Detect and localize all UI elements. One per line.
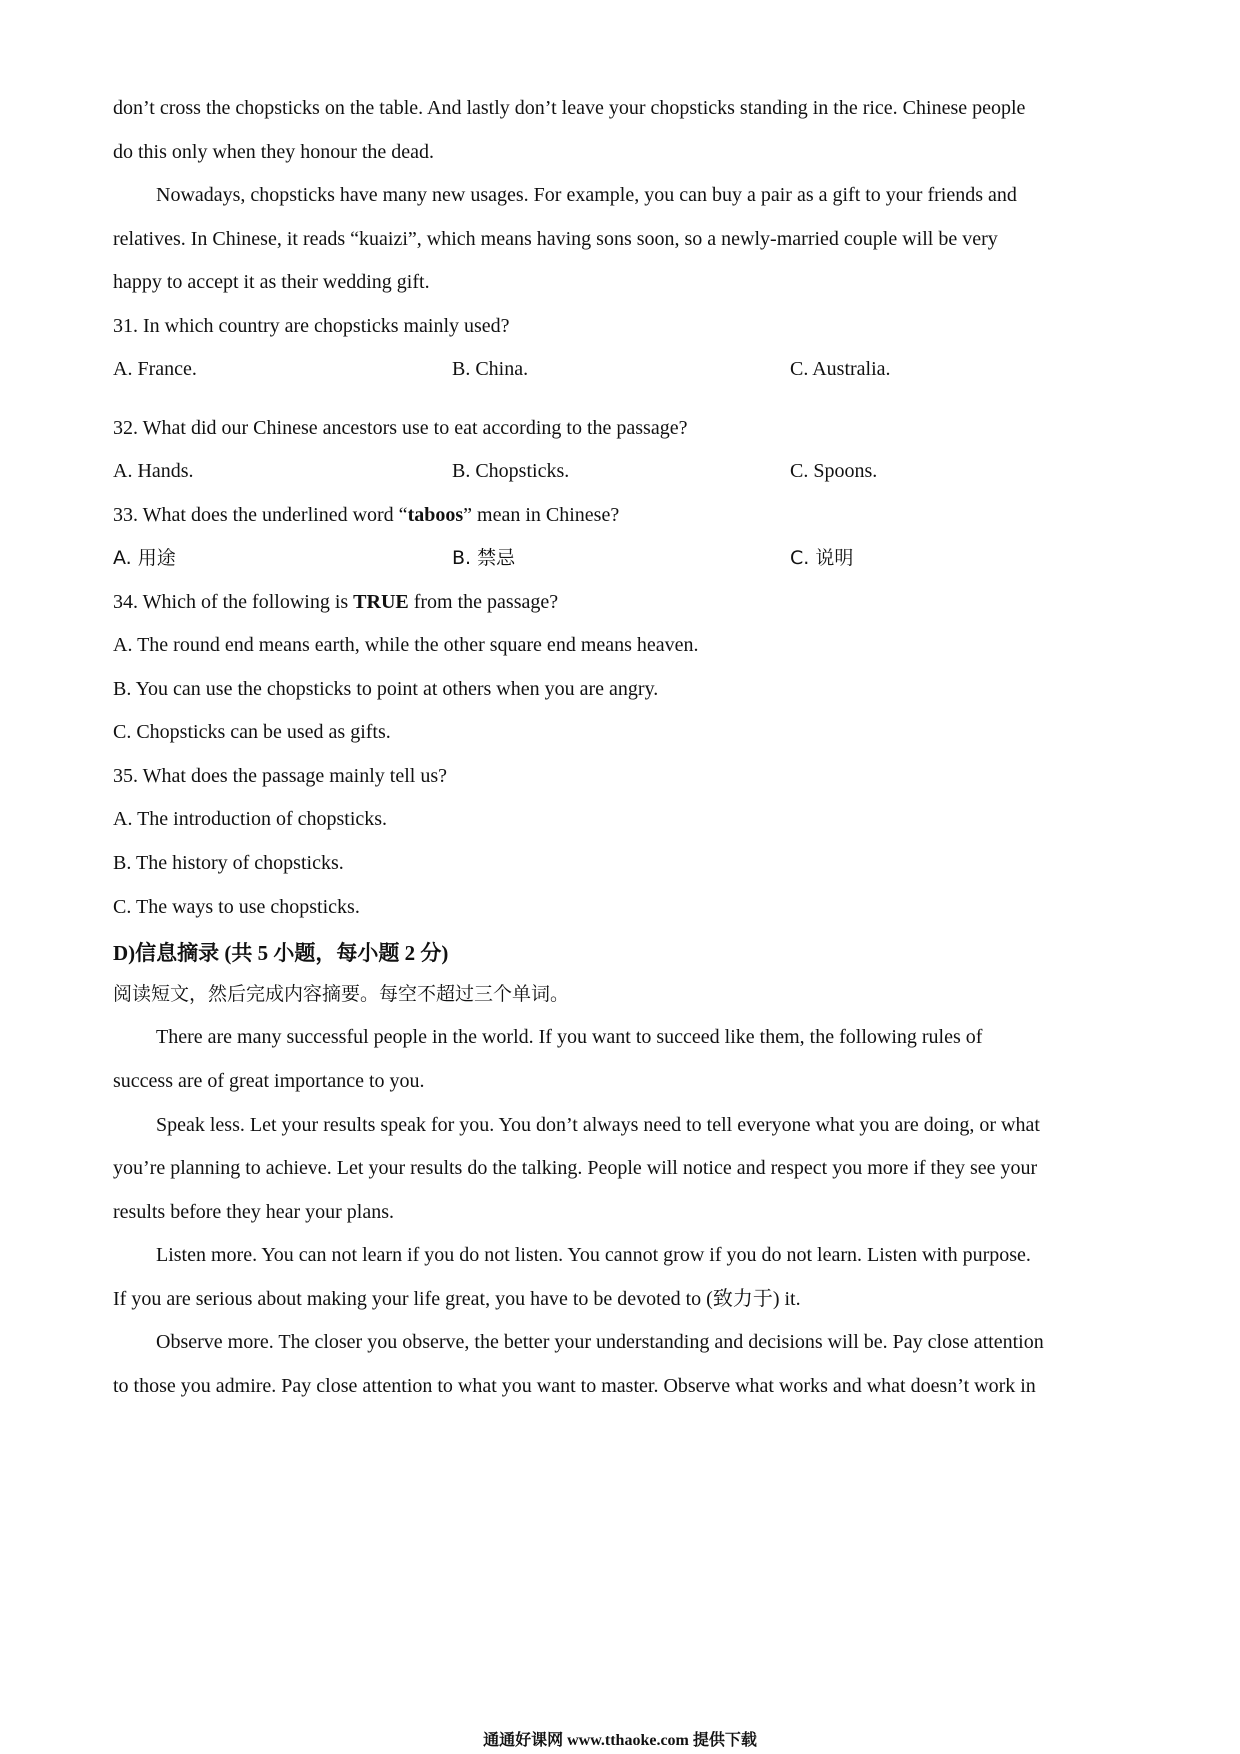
question-34-option-c[interactable]: C. Chopsticks can be used as gifts.: [113, 721, 391, 743]
question-31-stem: 31. In which country are chopsticks mainly used?: [113, 315, 510, 337]
passage-line: you’re planning to achieve. Let your results do the talking. People will notice and respect you more if they see your: [113, 1157, 1038, 1179]
question-33-option-a[interactable]: A. 用途: [113, 547, 176, 569]
question-31-option-b[interactable]: B. China.: [452, 358, 529, 380]
passage-line: success are of great importance to you.: [113, 1070, 425, 1092]
question-32-option-c[interactable]: C. Spoons.: [790, 460, 878, 482]
passage-line: Observe more. The closer you observe, the better your understanding and decisions will be. Pay close attention: [156, 1331, 1044, 1353]
section-d-heading: D)信息摘录 (共 5 小题，每小题 2 分): [113, 941, 449, 965]
passage-line: happy to accept it as their wedding gift.: [113, 271, 430, 293]
passage-line: don’t cross the chopsticks on the table. And lastly don’t leave your chopsticks standing in the rice. Chinese people: [113, 97, 1026, 119]
question-35-option-b[interactable]: B. The history of chopsticks.: [113, 852, 344, 874]
passage-line: do this only when they honour the dead.: [113, 141, 435, 163]
question-34-stem-post: from the passage?: [408, 591, 559, 613]
question-31-option-c[interactable]: C. Australia.: [790, 358, 891, 380]
question-32-option-a[interactable]: A. Hands.: [113, 460, 194, 482]
question-33-stem-pre: 33. What does the underlined word “: [113, 504, 408, 526]
question-33-keyword: taboos: [407, 504, 464, 526]
question-35-option-c[interactable]: C. The ways to use chopsticks.: [113, 896, 360, 918]
passage-line: Listen more. You can not learn if you do not listen. You cannot grow if you do not learn. Listen with purpose.: [156, 1244, 1031, 1266]
passage-line: Nowadays, chopsticks have many new usages. For example, you can buy a pair as a gift to your friends and: [156, 184, 1017, 206]
question-34-stem-pre: 34. Which of the following is: [113, 591, 354, 613]
question-34-option-a[interactable]: A. The round end means earth, while the other square end means heaven.: [113, 634, 699, 656]
passage-line: If you are serious about making your life great, you have to be devoted to (致力于) it.: [113, 1288, 801, 1310]
passage-line: results before they hear your plans.: [113, 1201, 395, 1223]
question-33-stem-post: ” mean in Chinese?: [463, 504, 620, 526]
question-34-keyword: TRUE: [353, 591, 409, 613]
question-31-option-a[interactable]: A. France.: [113, 358, 197, 380]
question-32-option-b[interactable]: B. Chopsticks.: [452, 460, 570, 482]
question-33-option-b[interactable]: B. 禁忌: [452, 547, 516, 569]
section-d-instruction: 阅读短文，然后完成内容摘要。每空不超过三个单词。: [113, 983, 570, 1005]
question-33-option-c[interactable]: C. 说明: [790, 547, 854, 569]
passage-line: to those you admire. Pay close attention to what you want to master. Observe what works and what doesn’t work in: [113, 1375, 1036, 1397]
passage-line: relatives. In Chinese, it reads “kuaizi”, which means having sons soon, so a newly-married couple will be very: [113, 228, 998, 250]
question-33-stem: [113, 503, 619, 527]
question-35-option-a[interactable]: A. The introduction of chopsticks.: [113, 808, 388, 830]
page-footer: 通通好课网 www.tthaoke.com 提供下载: [483, 1732, 757, 1749]
question-34-stem: [113, 590, 558, 614]
question-34-option-b[interactable]: B. You can use the chopsticks to point at others when you are angry.: [113, 678, 659, 700]
passage-line: Speak less. Let your results speak for you. You don’t always need to tell everyone what you are doing, or what: [156, 1114, 1040, 1136]
passage-line: There are many successful people in the world. If you want to succeed like them, the following rules of: [156, 1026, 983, 1048]
question-32-stem: 32. What did our Chinese ancestors use to eat according to the passage?: [113, 417, 688, 439]
question-35-stem: 35. What does the passage mainly tell us?: [113, 765, 447, 787]
